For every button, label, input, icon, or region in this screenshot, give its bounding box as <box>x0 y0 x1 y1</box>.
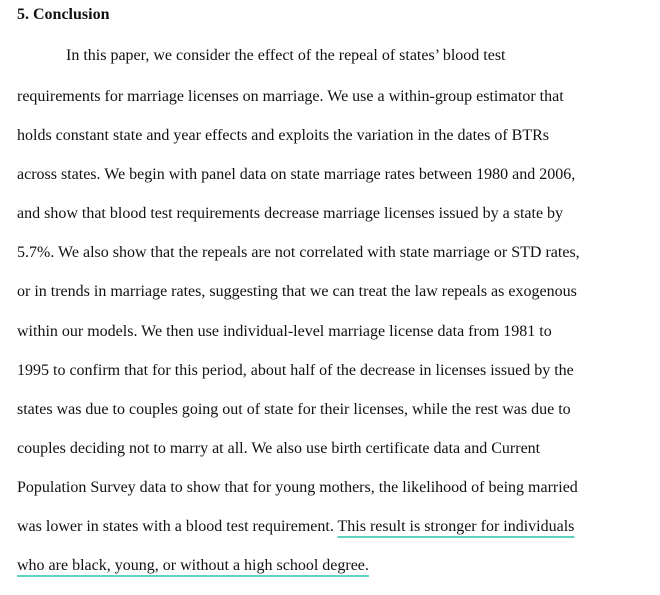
paragraph-line-4: across states. We begin with panel data on state marriage rates between 1980 and 2006, <box>17 166 576 183</box>
line-13-plain-text: was lower in states with a blood test requirement. <box>17 518 338 535</box>
paragraph-line-1: In this paper, we consider the effect of the repeal of states’ blood test <box>66 47 506 64</box>
paragraph-line-10: states was due to couples going out of state for their licenses, while the rest was due to <box>17 401 571 418</box>
paragraph-line-2: requirements for marriage licenses on marriage. We use a within-group estimator that <box>17 88 564 105</box>
paragraph-line-7: or in trends in marriage rates, suggesting that we can treat the law repeals as exogenous <box>17 283 577 300</box>
highlighted-text-part-2: who are black, young, or without a high school degree. <box>17 557 369 574</box>
paragraph-line-5: and show that blood test requirements decrease marriage licenses issued by a state by <box>17 205 564 222</box>
paragraph-line-14 <box>17 556 369 576</box>
highlighted-text-part-1: This result is stronger for individuals <box>337 518 575 535</box>
paragraph-line-9: 1995 to confirm that for this period, about half of the decrease in licenses issued by the <box>17 362 574 379</box>
paragraph-line-11: couples deciding not to marry at all. We also use birth certificate data and Current <box>17 440 541 457</box>
paragraph-line-8: within our models. We then use individual-level marriage license data from 1981 to <box>17 323 552 340</box>
paragraph-line-6: 5.7%. We also show that the repeals are not correlated with state marriage or STD rates, <box>17 244 580 261</box>
section-heading: 5. Conclusion <box>17 6 110 23</box>
paragraph-line-13 <box>17 517 574 537</box>
paragraph-line-3: holds constant state and year effects and exploits the variation in the dates of BTRs <box>17 127 550 144</box>
paragraph-line-12: Population Survey data to show that for young mothers, the likelihood of being married <box>17 479 578 496</box>
